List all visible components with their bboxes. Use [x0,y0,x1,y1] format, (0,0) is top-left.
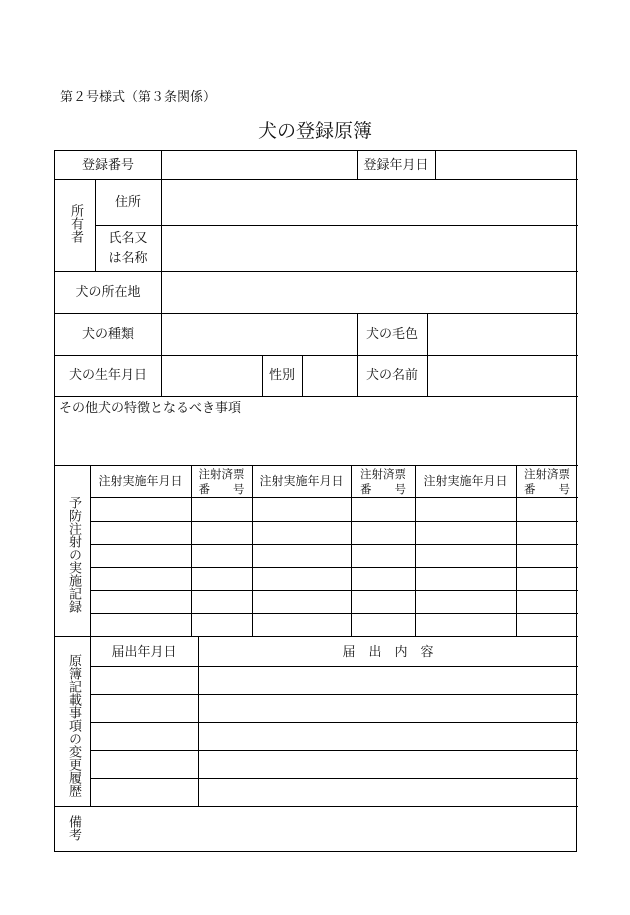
col-divider [198,636,199,806]
row-divider [90,497,578,498]
vaccination-date-header: 注射実施年月日 [259,474,344,488]
vaccination-date-header: 注射実施年月日 [98,474,183,488]
col-divider [252,465,253,636]
registration-number-label: 登録番号 [81,158,134,173]
dog-location-field[interactable] [162,272,576,313]
dog-breed-label: 犬の種類 [81,327,134,342]
registration-number-field[interactable] [162,151,357,179]
vaccination-ticket-header-line1: 注射済票 [198,467,245,481]
owner-label: 所有者 [68,204,83,243]
row-divider [90,666,578,667]
vaccination-record-label: 予防注射の実施記録 [66,496,81,613]
vaccination-ticket-header-line2: 番 号 [524,482,570,496]
dog-birth-date-label: 犬の生年月日 [68,368,147,383]
row-divider [90,613,578,614]
row-divider [90,590,578,591]
vaccination-date-header: 注射実施年月日 [423,474,508,488]
address-field[interactable] [162,180,576,225]
form-number: 第２号様式（第３条関係） [60,90,217,105]
row-divider [90,544,578,545]
other-features-field[interactable] [56,419,576,465]
row-divider [90,521,578,522]
owner-name-field[interactable] [162,226,576,271]
dog-coat-color-label: 犬の毛色 [365,327,418,342]
remarks-field[interactable] [91,807,576,851]
report-content-header: 届 出 内 容 [342,645,434,660]
name-label-line2: は名称 [108,251,148,266]
dog-breed-field[interactable] [162,314,357,355]
col-divider [415,465,416,636]
sex-field[interactable] [303,356,357,396]
row-divider [90,694,578,695]
row-divider [55,396,578,397]
sex-label: 性別 [268,368,295,383]
dog-coat-color-field[interactable] [428,314,576,355]
remarks-label: 備考 [66,815,81,841]
col-divider [90,465,91,806]
row-divider [55,636,578,637]
dog-location-label: 犬の所在地 [75,285,141,300]
row-divider [90,750,578,751]
report-date-header: 届出年月日 [111,645,177,660]
page-title: 犬の登録原簿 [257,120,372,142]
dog-birth-date-field[interactable] [162,356,262,396]
address-label: 住所 [114,195,141,210]
registry-form-table [54,150,577,852]
dog-name-field[interactable] [428,356,576,396]
row-divider [90,567,578,568]
registration-date-label: 登録年月日 [363,158,429,173]
vaccination-ticket-header-line1: 注射済票 [524,467,570,481]
dog-name-label: 犬の名前 [365,368,418,383]
vaccination-ticket-header-line2: 番 号 [198,482,245,496]
name-label-line1: 氏名又 [108,231,148,246]
change-history-label: 原簿記載事項の変更履歴 [66,654,81,797]
row-divider [90,778,578,779]
vaccination-ticket-header-line1: 注射済票 [360,467,406,481]
vaccination-ticket-header-line2: 番 号 [360,482,406,496]
row-divider [55,465,578,466]
other-features-label: その他犬の特徴となるべき事項 [59,401,242,416]
registration-date-field[interactable] [436,151,576,179]
row-divider [90,722,578,723]
